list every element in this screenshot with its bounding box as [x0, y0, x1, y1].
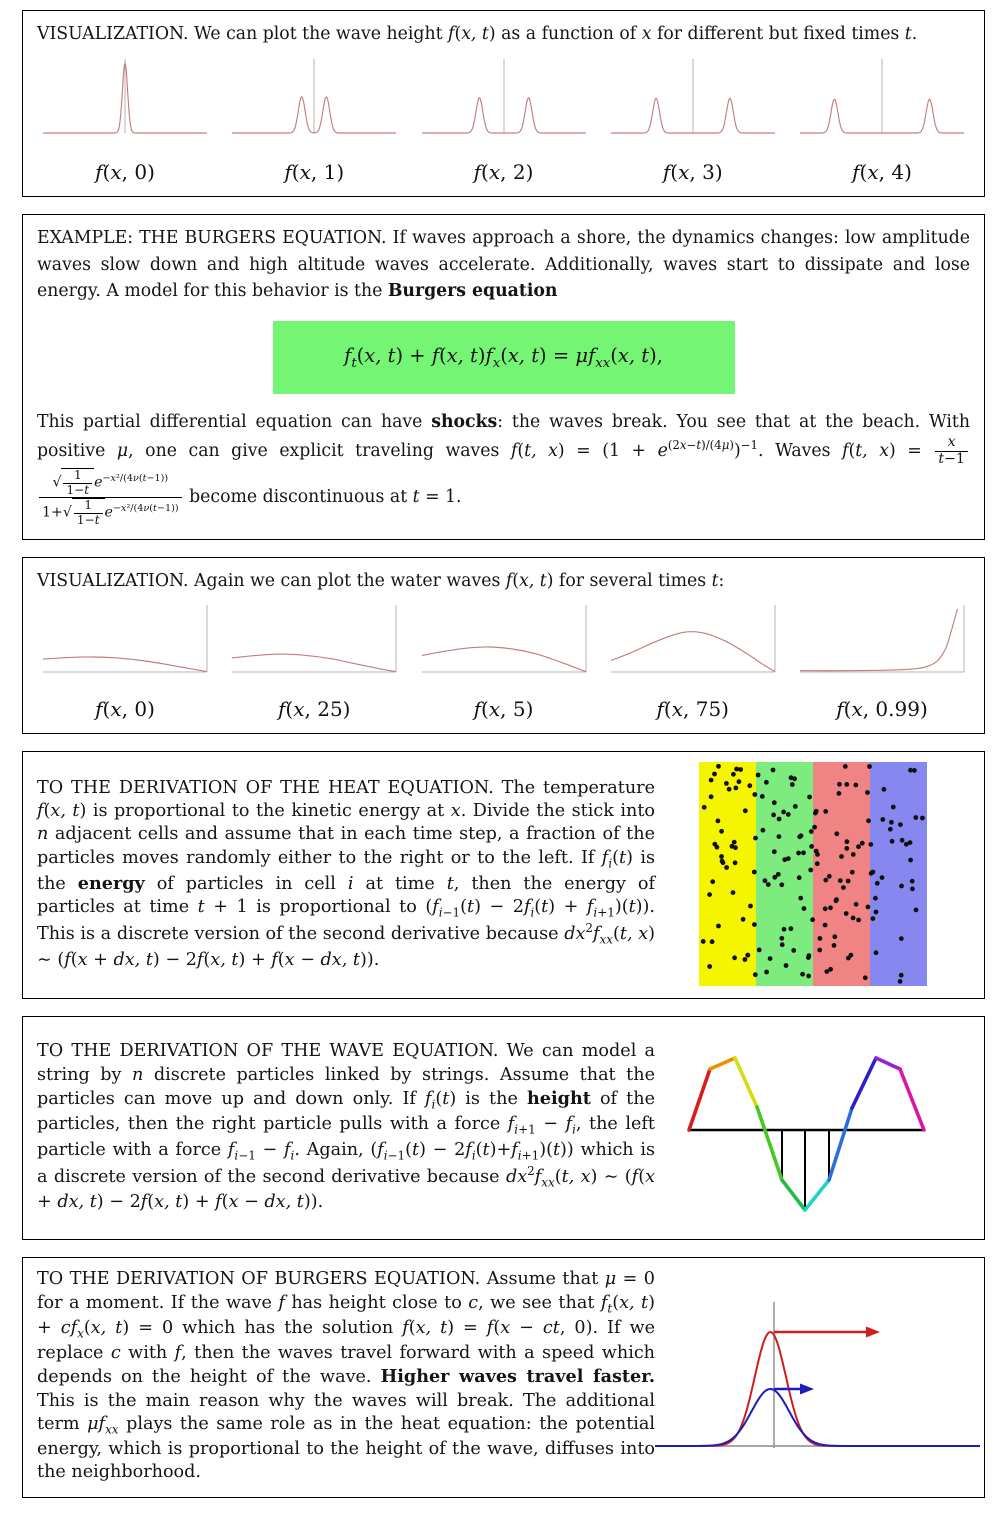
viz2-plot-0-canvas	[41, 600, 209, 684]
wave-text: TO THE DERIVATION OF THE WAVE EQUATION. We can model a string by n discrete particles linked by strings. Assume that the particles can move up and down only. If $f_i(t)$ is the height of the particles, then the right particle pulls with a force $f_{i+1} - f_i$, the left particle with a force $f_{i-1} - f_i$. Again, $(f_{i-1}(t) - 2f_i(t)+f_{i+1})(t)$) which is a discrete version of the second derivative because $dx^2f_{xx}(t$, x) ∼ (f(x + dx, t) − 2f(x, t) + f(x − dx, t)).	[37, 1041, 655, 1212]
travelling-waves-canvas	[655, 1296, 990, 1456]
viz2-plot-2-label: f(x, 5)	[473, 697, 534, 722]
equation-wrapper	[37, 321, 970, 394]
heat-text-column	[37, 777, 655, 972]
viz1-plot-3-label: f(x, 3)	[662, 160, 723, 185]
viz2-box	[22, 557, 985, 734]
viz2-plot-4-canvas	[798, 600, 966, 684]
viz2-plot-row	[37, 594, 970, 721]
viz1-plot-4-label: f(x, 4)	[852, 160, 912, 185]
heat-cells-canvas	[699, 762, 927, 986]
viz2-plot-1-canvas	[230, 600, 398, 684]
viz1-plot-0	[41, 53, 209, 184]
burgers-intro-text: EXAMPLE: THE BURGERS EQUATION. If waves approach a shore, the dynamics changes: low amplitude waves slow down and high altitude waves accelerate. Additionally, waves start to dissipate and lose energy. A model for this behavior is the Burgers equation	[37, 228, 970, 301]
burgers-derivation-box	[22, 1257, 985, 1497]
viz1-plot-0-label: f(x, 0)	[95, 160, 155, 185]
viz1-plot-1	[230, 53, 398, 184]
viz2-plot-3-label: f(x, 75)	[656, 697, 729, 722]
viz2-plot-0-label: f(x, 0)	[95, 697, 155, 722]
wave-equation-box	[22, 1016, 985, 1240]
viz1-plot-row	[37, 47, 970, 184]
burgers2-text: TO THE DERIVATION OF BURGERS EQUATION. Assume that μ = 0 for a moment. If the wave f has height close to c, we see that $f_t(x$, $t) + cf_x(x$, t) = 0 which has the solution f(x, t) = f(x − ct, 0). If we replace c with f, then the waves travel forward with a speed which depends on the height of the wave. Higher waves travel faster. This is the main reason why the waves will break. The additional term $\mu f_{xx}$ plays the same role as in the heat equation: the potential energy, which is proportional to the height of the wave, diffuses into the neighborhood.	[37, 1269, 656, 1483]
viz1-plot-2-label: f(x, 2)	[473, 160, 534, 185]
burgers-equation-highlight: $f_t(x$, t) + f(x, $t)f_x(x$, $t) = \mu f_{xx}(x$, t),	[273, 321, 735, 394]
viz2-plot-0	[41, 600, 209, 721]
viz2-plot-3-canvas	[609, 600, 777, 684]
viz1-plot-4	[798, 53, 966, 184]
viz1-title: VISUALIZATION. We can plot the wave height f(x, t) as a function of x for different but fixed times t.	[37, 24, 918, 44]
heat-equation-box	[22, 751, 985, 999]
viz2-plot-1-label: f(x, 25)	[278, 697, 351, 722]
burgers2-text-column	[37, 1268, 655, 1484]
viz2-plot-4	[798, 600, 966, 721]
burgers-shocks-text: This partial differential equation can have shocks: the waves break. You see that at the beach. With positive μ, one can give explicit traveling waves f(t, $x) = (1 + e^{(2x-t)/(4\mu)})^{-1}$. Waves f(t, x) = $\frac{x}{t-1}$ √ $\frac{1}{1-t}$ $e^{-x^2/(4\nu(t-1))}$ 1+√ $\frac{1}{1-t}$ $e^{-x^2/(4\nu(t-1))}$ become discontinuous at t = 1.	[37, 412, 970, 527]
viz1-box	[22, 10, 985, 197]
string-canvas	[673, 1027, 953, 1227]
viz2-plot-4-label: f(x, 0.99)	[836, 697, 928, 722]
viz1-plot-2	[420, 53, 588, 184]
viz2-plot-1	[230, 600, 398, 721]
viz1-plot-4-canvas	[798, 53, 966, 147]
viz1-plot-0-canvas	[41, 53, 209, 147]
viz2-plot-2	[420, 600, 588, 721]
viz2-plot-3	[609, 600, 777, 721]
heat-text: TO THE DERIVATION OF THE HEAT EQUATION. The temperature f(x, t) is proportional to the kinetic energy at x. Divide the stick into n adjacent cells and assume that in each time step, a fraction of the particles moves randomly either to the right or to the left. If $f_i(t)$ is the energy of particles in cell i at time t, then the energy of particles at time t + 1 is proportional to $(f_{i-1}(t) - 2f_i(t) + f_{i+1})(t)$). This is a discrete version of the second derivative because $dx^2f_{xx}(t$, x) ∼ (f(x + dx, t) − 2f(x, t) + f(x − dx, t)).	[37, 777, 655, 970]
viz1-plot-1-label: f(x, 1)	[284, 160, 345, 185]
burgers-example-box	[22, 214, 985, 540]
heat-cells-figure	[655, 762, 970, 986]
travelling-waves-figure	[655, 1296, 990, 1456]
viz2-plot-2-canvas	[420, 600, 588, 684]
viz1-plot-3	[609, 53, 777, 184]
viz2-title: VISUALIZATION. Again we can plot the water waves f(x, t) for several times t:	[37, 571, 725, 592]
viz1-plot-1-canvas	[230, 53, 398, 147]
wave-text-column	[37, 1040, 655, 1214]
viz1-plot-3-canvas	[609, 53, 777, 147]
viz1-plot-2-canvas	[420, 53, 588, 147]
string-particles-figure	[655, 1027, 970, 1227]
